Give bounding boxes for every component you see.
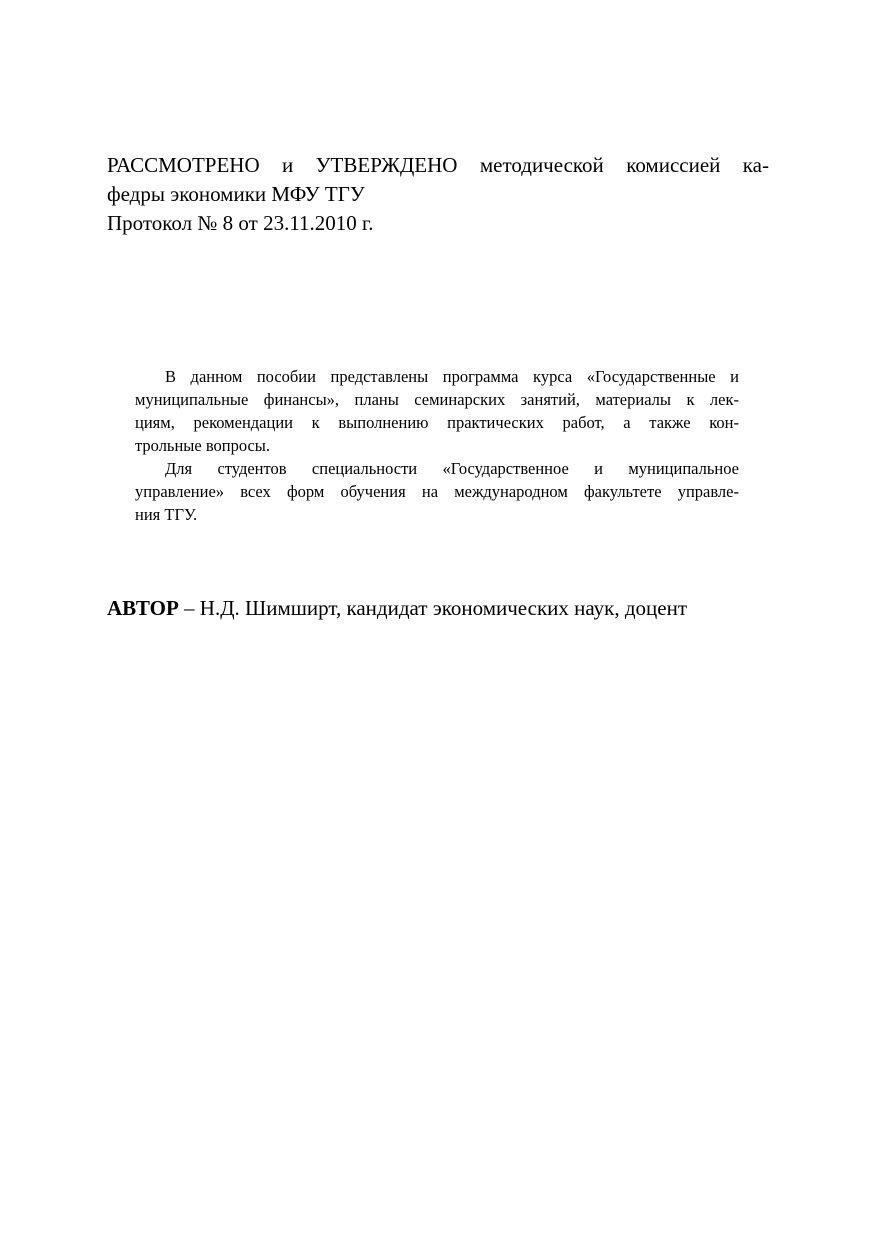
annotation-p1-line-4: трольные вопросы.	[135, 436, 271, 455]
annotation-block	[135, 365, 739, 526]
author-label: АВТОР	[107, 596, 179, 620]
author-line	[107, 594, 687, 623]
annotation-p2-line-2: управление» всех форм обучения на международном факультете управле-	[135, 482, 739, 501]
approval-block	[107, 151, 769, 238]
annotation-p1-line-1: В данном пособии представлены программа курса «Государственные и	[165, 367, 739, 386]
approval-line-2: федры экономики МФУ ТГУ	[107, 182, 365, 206]
author-text: – Н.Д. Шимширт, кандидат экономических наук, доцент	[178, 596, 688, 620]
annotation-p2-line-1: Для студентов специальности «Государственное и муниципальное	[165, 459, 739, 478]
annotation-p1-line-3: циям, рекомендации к выполнению практических работ, а также кон-	[135, 413, 739, 432]
annotation-p2-line-3: ния ТГУ.	[135, 505, 198, 524]
annotation-p1-line-2: муниципальные финансы», планы семинарских занятий, материалы к лек-	[135, 390, 739, 409]
approval-line-1: РАССМОТРЕНО и УТВЕРЖДЕНО методической комиссией ка-	[107, 153, 769, 177]
protocol-line: Протокол № 8 от 23.11.2010 г.	[107, 211, 374, 235]
